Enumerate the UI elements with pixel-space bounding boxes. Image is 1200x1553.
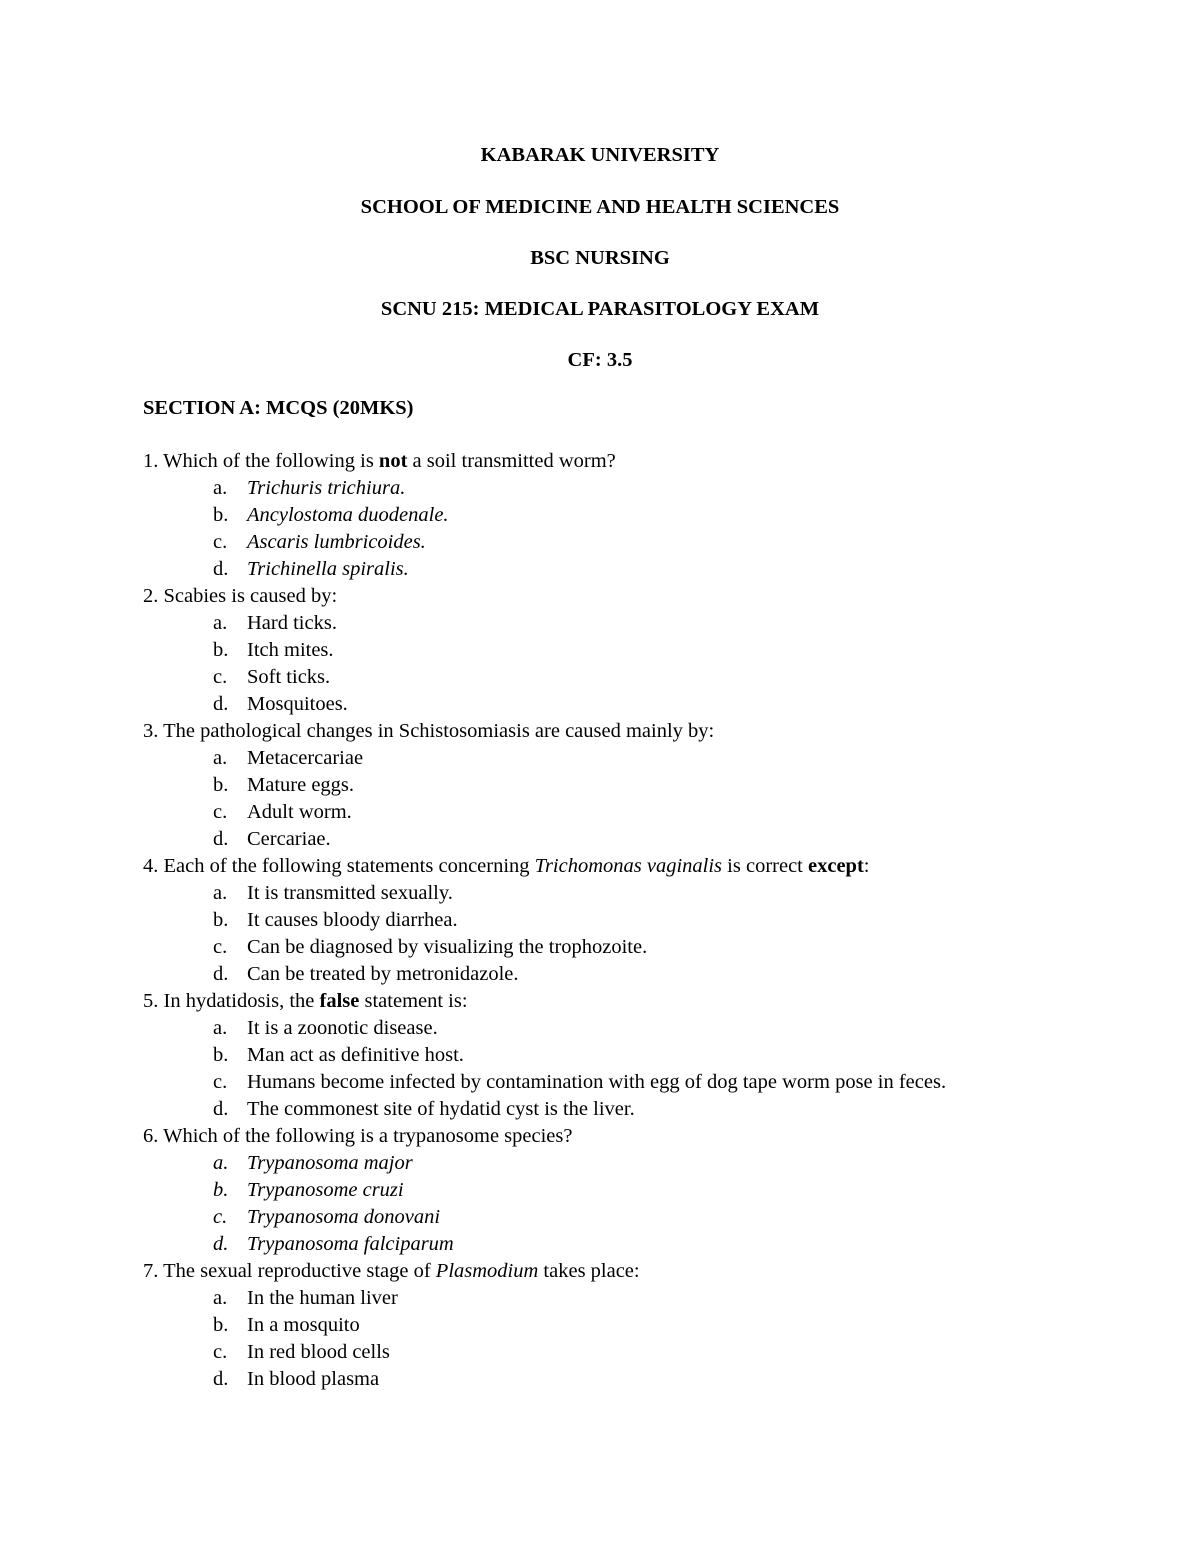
option-3c <box>143 799 1143 826</box>
option-5a <box>143 1015 1143 1042</box>
question-list <box>143 448 1143 1393</box>
question-7 <box>143 1258 1143 1285</box>
option-3b <box>143 772 1143 799</box>
question-1 <box>143 448 1143 475</box>
option-5b <box>143 1042 1143 1069</box>
question-emphasis: except <box>808 855 864 877</box>
option-letter: c. <box>213 801 228 823</box>
question-text: is correct <box>722 855 808 877</box>
option-letter: c. <box>213 666 228 688</box>
option-text: Mosquitoes. <box>247 693 348 715</box>
option-6a <box>143 1150 1143 1177</box>
question-6 <box>143 1123 1143 1150</box>
option-letter: c. <box>213 936 228 958</box>
option-2a <box>143 610 1143 637</box>
question-emphasis: not <box>378 450 408 472</box>
question-text: Which of the following is a trypanosome species? <box>163 1125 573 1147</box>
option-text: Trypanosoma falciparum <box>247 1233 454 1255</box>
option-4b <box>143 907 1143 934</box>
option-letter: b. <box>213 909 229 931</box>
option-letter: a. <box>213 747 228 769</box>
option-text: Trichinella spiralis. <box>247 558 409 580</box>
question-text: statement is: <box>359 990 468 1012</box>
option-text: Trypanosoma major <box>247 1152 413 1174</box>
option-letter: d. <box>213 1098 229 1120</box>
question-text: Each of the following statements concerning <box>163 855 535 877</box>
question-number: 6. <box>143 1125 159 1147</box>
option-text: Ascaris lumbricoides. <box>247 531 426 553</box>
question-2 <box>143 583 1143 610</box>
question-species: Plasmodium <box>435 1260 539 1282</box>
option-text: Can be treated by metronidazole. <box>247 963 519 985</box>
option-letter: a. <box>213 477 228 499</box>
option-7d <box>143 1366 1143 1393</box>
option-letter: c. <box>213 1341 228 1363</box>
option-2d <box>143 691 1143 718</box>
option-letter: d. <box>213 828 229 850</box>
credit-factor: CF: 3.5 <box>567 349 633 371</box>
option-text: It is transmitted sexually. <box>247 882 453 904</box>
option-text: Cercariae. <box>247 828 331 850</box>
option-text: In red blood cells <box>247 1341 390 1363</box>
option-letter: c. <box>213 1206 228 1228</box>
question-5 <box>143 988 1143 1015</box>
option-1d <box>143 556 1143 583</box>
option-7b <box>143 1312 1143 1339</box>
option-7a <box>143 1285 1143 1312</box>
question-text: The pathological changes in Schistosomiasis are caused mainly by: <box>163 720 715 742</box>
question-number: 4. <box>143 855 159 877</box>
option-7c <box>143 1339 1143 1366</box>
option-text: Trichuris trichiura. <box>247 477 406 499</box>
option-text: It causes bloody diarrhea. <box>247 909 458 931</box>
option-4a <box>143 880 1143 907</box>
option-letter: d. <box>213 963 229 985</box>
option-text: In blood plasma <box>247 1368 380 1390</box>
option-6d <box>143 1231 1143 1258</box>
question-text: Scabies is caused by: <box>163 585 338 607</box>
question-4 <box>143 853 1143 880</box>
option-1a <box>143 475 1143 502</box>
option-letter: d. <box>213 1233 229 1255</box>
course-title: SCNU 215: MEDICAL PARASITOLOGY EXAM <box>380 298 820 320</box>
option-text: The commonest site of hydatid cyst is the liver. <box>247 1098 635 1120</box>
option-text: Trypanosome cruzi <box>247 1179 404 1201</box>
option-text: Itch mites. <box>247 639 334 661</box>
option-letter: a. <box>213 612 228 634</box>
option-6b <box>143 1177 1143 1204</box>
question-text: The sexual reproductive stage of <box>163 1260 436 1282</box>
school-name: SCHOOL OF MEDICINE AND HEALTH SCIENCES <box>360 196 840 218</box>
program-name: BSC NURSING <box>530 247 670 269</box>
option-letter: b. <box>213 504 229 526</box>
question-text: takes place: <box>538 1260 640 1282</box>
option-text: It is a zoonotic disease. <box>247 1017 438 1039</box>
question-emphasis: false <box>319 990 360 1012</box>
question-species: Trichomonas vaginalis <box>534 855 723 877</box>
option-2c <box>143 664 1143 691</box>
option-letter: a. <box>213 882 228 904</box>
option-text: Can be diagnosed by visualizing the trophozoite. <box>247 936 648 958</box>
question-text: Which of the following is <box>163 450 379 472</box>
option-text: Metacercariae <box>247 747 364 769</box>
option-text: Mature eggs. <box>247 774 355 796</box>
option-letter: b. <box>213 1179 229 1201</box>
option-4d <box>143 961 1143 988</box>
question-number: 5. <box>143 990 159 1012</box>
option-text: Ancylostoma duodenale. <box>247 504 449 526</box>
option-letter: b. <box>213 639 229 661</box>
question-text: In hydatidosis, the <box>163 990 320 1012</box>
option-letter: a. <box>213 1287 228 1309</box>
option-1b <box>143 502 1143 529</box>
option-4c <box>143 934 1143 961</box>
option-letter: a. <box>213 1017 228 1039</box>
question-number: 2. <box>143 585 159 607</box>
question-number: 1. <box>143 450 159 472</box>
question-text: : <box>863 855 870 877</box>
option-letter: c. <box>213 1071 228 1093</box>
option-text: Man act as definitive host. <box>247 1044 464 1066</box>
option-letter: b. <box>213 774 229 796</box>
option-text: Hard ticks. <box>247 612 337 634</box>
option-6c <box>143 1204 1143 1231</box>
option-letter: d. <box>213 1368 229 1390</box>
option-text: Humans become infected by contamination with egg of dog tape worm pose in feces. <box>247 1071 947 1093</box>
option-2b <box>143 637 1143 664</box>
option-5c <box>143 1069 1143 1096</box>
option-letter: a. <box>213 1152 229 1174</box>
option-letter: d. <box>213 558 229 580</box>
option-letter: b. <box>213 1314 229 1336</box>
option-3d <box>143 826 1143 853</box>
question-3 <box>143 718 1143 745</box>
section-title: SECTION A: MCQS (20MKS) <box>143 397 414 419</box>
question-number: 7. <box>143 1260 159 1282</box>
option-3a <box>143 745 1143 772</box>
option-text: Adult worm. <box>247 801 352 823</box>
option-letter: b. <box>213 1044 229 1066</box>
question-text: a soil transmitted worm? <box>407 450 616 472</box>
option-text: Trypanosoma donovani <box>247 1206 441 1228</box>
option-text: Soft ticks. <box>247 666 331 688</box>
option-1c <box>143 529 1143 556</box>
option-text: In a mosquito <box>247 1314 360 1336</box>
question-number: 3. <box>143 720 159 742</box>
option-letter: d. <box>213 693 229 715</box>
university-name: KABARAK UNIVERSITY <box>480 144 720 166</box>
option-5d <box>143 1096 1143 1123</box>
option-letter: c. <box>213 531 228 553</box>
option-text: In the human liver <box>247 1287 398 1309</box>
